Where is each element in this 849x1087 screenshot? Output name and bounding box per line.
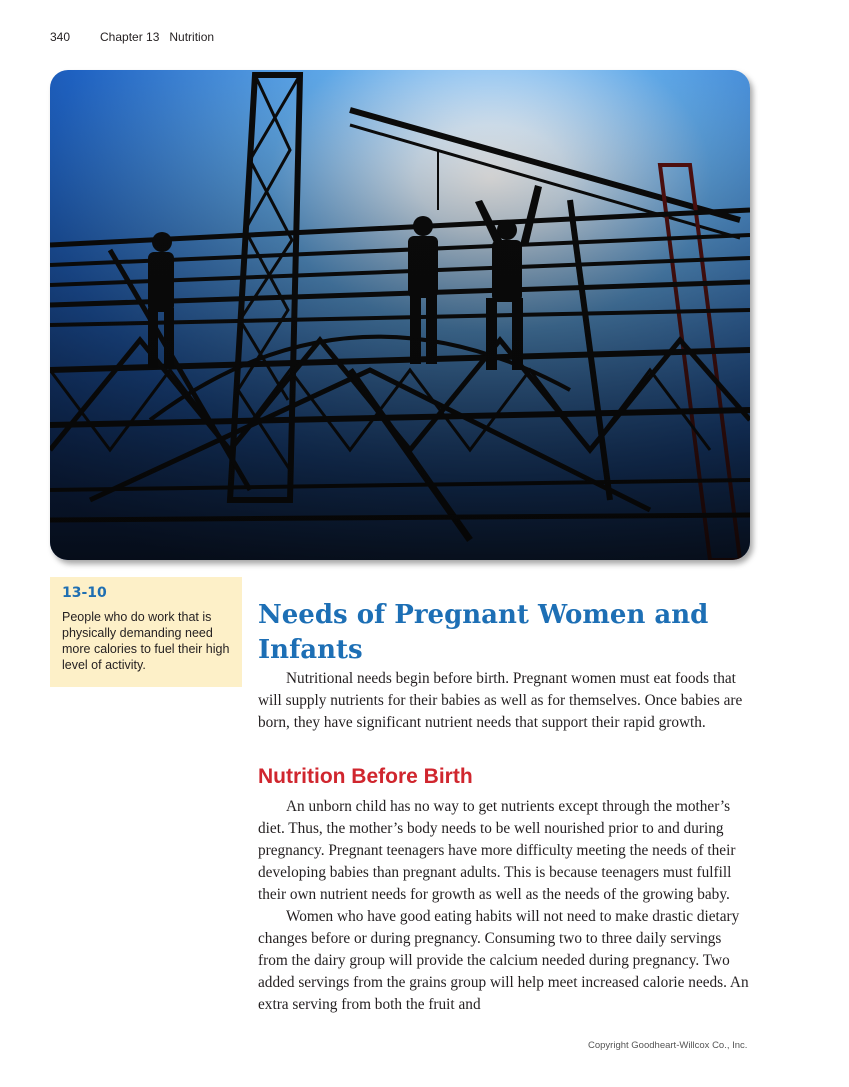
copyright: Copyright Goodheart-Willcox Co., Inc. bbox=[588, 1040, 748, 1051]
chapter-label: Chapter 13 bbox=[100, 30, 160, 44]
running-head bbox=[50, 30, 214, 44]
page-number: 340 bbox=[50, 30, 71, 44]
chapter-title: Nutrition bbox=[169, 30, 215, 44]
intro-block bbox=[258, 668, 750, 734]
subsection-title: Nutrition Before Birth bbox=[258, 765, 473, 788]
body-paragraph: Women who have good eating habits will not need to make drastic dietary changes before or during pregnancy. Consuming two to three daily servings from the dairy group will provide the calcium needed during pregnancy. Two added servings from the grains group will help meet increased calorie needs. An extra serving from both the fruit and bbox=[258, 908, 749, 1013]
section-title: Needs of Pregnant Women and Infants bbox=[258, 600, 709, 665]
figure-number: 13-10 bbox=[62, 585, 107, 601]
intro-paragraph: Nutritional needs begin before birth. Pregnant women must eat foods that will supply nutrients for their babies as well as for themselves. Once babies are born, they have significant nutrient needs that support their rapid growth. bbox=[258, 670, 743, 731]
body-paragraph: An unborn child has no way to get nutrients except through the mother’s diet. Thus, the mother’s body needs to be well nourished prior to and during pregnancy. Pregnant teenagers have more difficulty meeting the needs of their developing babies than pregnant adults. This is because teenagers must fulfill their own nutrient needs for growth as well as the needs of the growing baby. bbox=[258, 798, 736, 903]
body-text bbox=[258, 796, 750, 1016]
construction-workers-photo bbox=[50, 70, 750, 560]
figure-caption-box bbox=[50, 577, 242, 687]
figure-caption: People who do work that is physically demanding need more calories to fuel their high level of activity. bbox=[62, 610, 230, 672]
